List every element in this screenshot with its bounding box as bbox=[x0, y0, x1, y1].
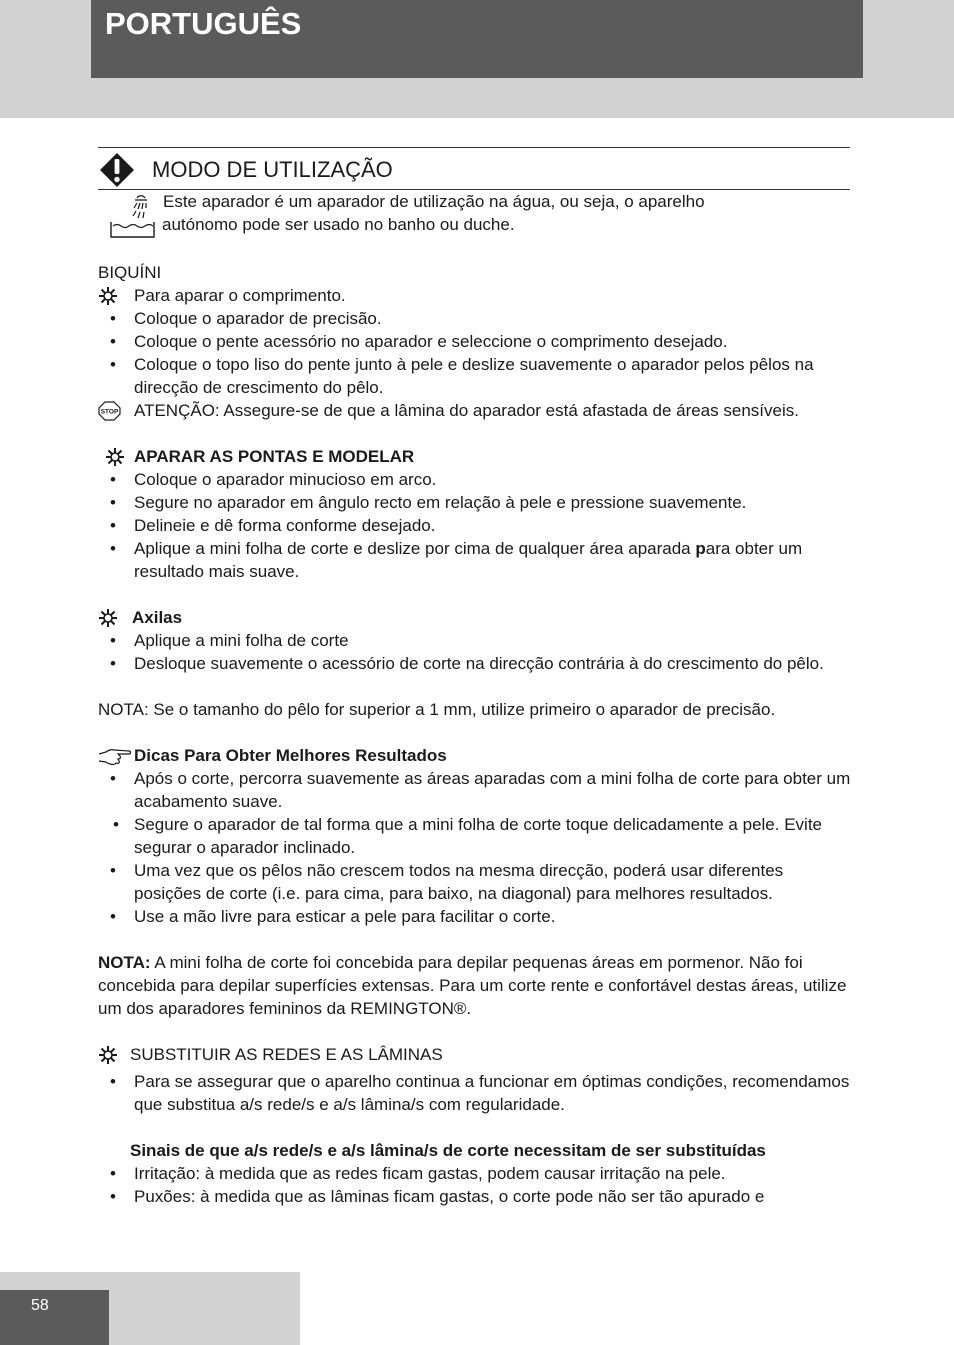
warning-icon bbox=[99, 152, 135, 188]
tips-heading-row bbox=[98, 744, 852, 767]
armpits-heading: Axilas bbox=[132, 608, 183, 627]
edges-heading: APARAR AS PONTAS E MODELAR bbox=[134, 447, 415, 466]
list-item: • Segure no aparador em ângulo recto em relação à pele e pressione suavemente. bbox=[110, 493, 747, 512]
intro-text bbox=[162, 190, 852, 236]
list-item: • Após o corte, percorra suavemente as áreas aparadas com a mini folha de corte para obter um acabamento suave. bbox=[110, 769, 851, 811]
stop-icon bbox=[98, 399, 134, 422]
bikini-warning: ATENÇÃO: Assegure-se de que a lâmina do aparador está afastada de áreas sensíveis. bbox=[134, 401, 799, 420]
replace-heading-row bbox=[98, 1043, 852, 1066]
note-foil: NOTA: A mini folha de corte foi concebida para depilar pequenas áreas em pormenor. Não foi concebida para depilar superfícies extensas. Para um corte rente e confortável destas áreas, utilize um dos aparadores femininos da REMINGTON®. bbox=[98, 953, 847, 1018]
page-number: 58 bbox=[31, 1297, 49, 1314]
section-rule-top bbox=[98, 147, 850, 148]
list-item: • Delineie e dê forma conforme desejado. bbox=[110, 516, 436, 535]
bikini-trim-label: Para aparar o comprimento. bbox=[134, 286, 346, 305]
page-language-title: PORTUGUÊS bbox=[105, 6, 302, 41]
section-title: MODO DE UTILIZAÇÃO bbox=[152, 157, 393, 182]
list-item: • Aplique a mini folha de corte e deslize por cima de qualquer área aparada para obter um resultado mais suave. bbox=[110, 539, 803, 581]
list-item: • Coloque o pente acessório no aparador e seleccione o comprimento desejado. bbox=[110, 332, 728, 351]
intro-block bbox=[98, 190, 852, 238]
shower-bath-icon bbox=[109, 192, 167, 238]
list-item: • Use a mão livre para esticar a pele para facilitar o corte. bbox=[110, 907, 556, 926]
edges-heading-row bbox=[98, 445, 852, 468]
sparkle-icon bbox=[98, 284, 134, 307]
pointing-hand-icon bbox=[98, 744, 134, 767]
list-item: • Coloque o topo liso do pente junto à pele e deslize suavemente o aparador pelos pêlos na direcção de crescimento do pêlo. bbox=[110, 355, 814, 397]
bikini-heading: BIQUÍNI bbox=[98, 263, 162, 282]
note-size: NOTA: Se o tamanho do pêlo for superior a 1 mm, utilize primeiro o aparador de precisão. bbox=[98, 700, 776, 719]
list-item: • Aplique a mini folha de corte bbox=[110, 631, 349, 650]
list-item: • Coloque o aparador de precisão. bbox=[110, 309, 382, 328]
replace-signs-heading: Sinais de que a/s rede/s e a/s lâmina/s de corte necessitam de ser substituídas bbox=[130, 1141, 766, 1160]
list-item: • Irritação: à medida que as redes ficam gastas, podem causar irritação na pele. bbox=[110, 1164, 726, 1183]
intro-line-1: Este aparador é um aparador de utilização na água, ou seja, o aparelho bbox=[163, 192, 705, 211]
page-number-box bbox=[0, 1290, 109, 1345]
list-item: • Segure o aparador de tal forma que a mini folha de corte toque delicadamente a pele. Evite segurar o aparador inclinado. bbox=[113, 815, 822, 857]
header-title-box bbox=[91, 0, 863, 78]
bikini-trim-row bbox=[98, 284, 852, 307]
intro-line-2: autónomo pode ser usado no banho ou duche. bbox=[162, 215, 515, 234]
replace-heading: SUBSTITUIR AS REDES E AS LÂMINAS bbox=[130, 1045, 443, 1064]
list-item: • Puxões: à medida que as lâminas ficam gastas, o corte pode não ser tão apurado e bbox=[110, 1187, 765, 1206]
armpits-heading-row bbox=[98, 606, 852, 629]
bikini-warning-row bbox=[98, 399, 852, 422]
tips-heading: Dicas Para Obter Melhores Resultados bbox=[134, 746, 447, 765]
sparkle-icon bbox=[98, 606, 132, 629]
list-item: • Para se assegurar que o aparelho continua a funcionar em óptimas condições, recomendamos que substitua a/s rede/s e a/s lâmina/s com regularidade. bbox=[110, 1072, 850, 1114]
sparkle-icon bbox=[98, 1043, 130, 1066]
list-item: • Desloque suavemente o acessório de corte na direcção contrária à do crescimento do pêlo. bbox=[110, 654, 824, 673]
list-item: • Uma vez que os pêlos não crescem todos na mesma direcção, poderá usar diferentes posições de corte (i.e. para cima, para baixo, na diagonal) para melhores resultados. bbox=[110, 861, 784, 903]
sparkle-icon bbox=[98, 445, 134, 468]
stop-icon-label: STOP bbox=[100, 408, 119, 415]
list-item: • Coloque o aparador minucioso em arco. bbox=[110, 470, 437, 489]
main-content bbox=[98, 189, 852, 1208]
